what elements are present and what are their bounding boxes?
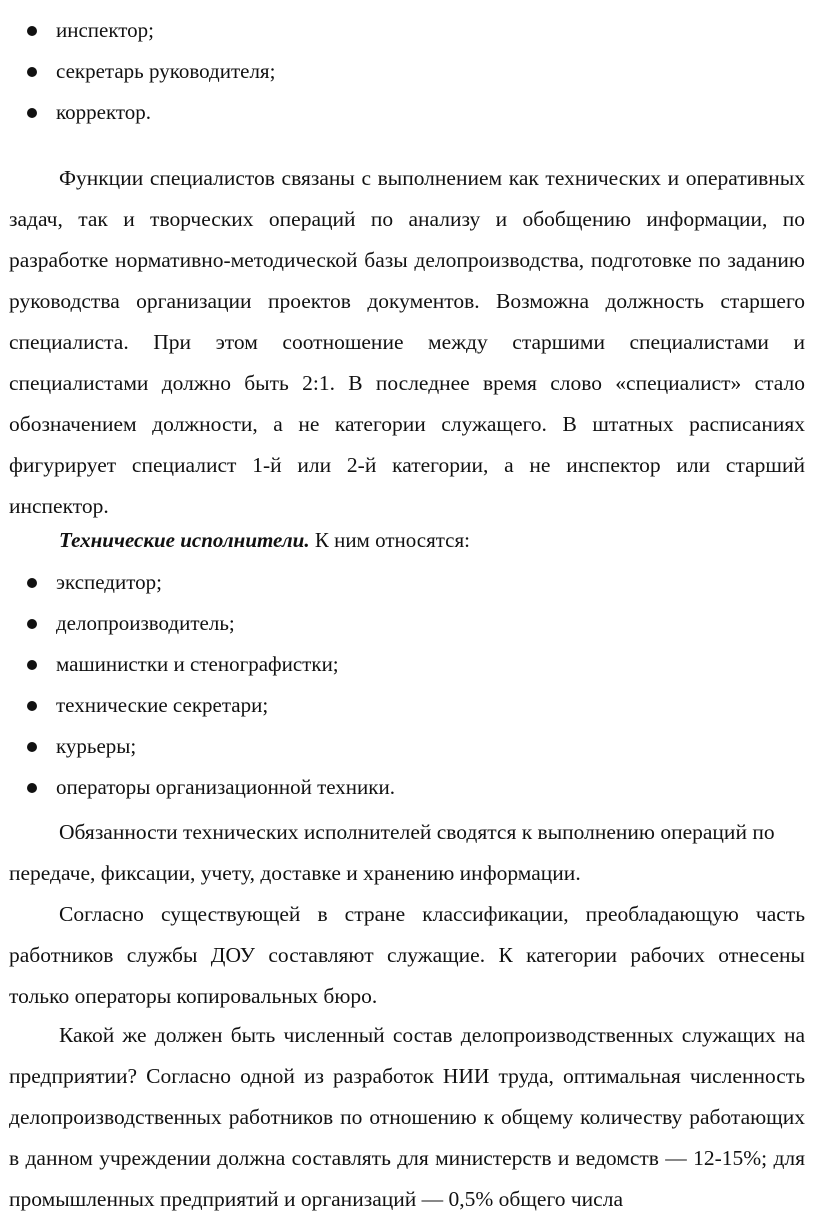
bullet-icon: [27, 783, 37, 793]
bullet-icon: [27, 108, 37, 118]
list-item-text: делопроизводитель;: [56, 611, 235, 635]
paragraph-specialists: Функции специалистов связаны с выполнением как технических и оперативных задач, так и творческих операций по анализу и обобщению информации, по разработке нормативно-методической базы делопроизводства, подготовке по заданию руководства организации проектов документов. Возможна должность старшего специалиста. При этом соотношение между старшими специалистами и специалистами должно быть 2:1. В последнее время слово «специалист» стало обозначением должности, а не категории служащего. В штатных расписаниях фигурирует специалист 1-й или 2-й категории, а не инспектор или старший инспектор.: [9, 166, 805, 518]
list-item: [0, 51, 816, 92]
list-item-text: секретарь руководителя;: [56, 59, 276, 83]
bullet-icon: [27, 701, 37, 711]
list-item-text: курьеры;: [56, 734, 137, 758]
list-item-text: инспектор;: [56, 18, 155, 42]
list-item: [0, 603, 816, 644]
bullet-icon: [27, 619, 37, 629]
list-item-text: машинистки и стенографистки;: [56, 652, 339, 676]
list-item: [0, 10, 816, 51]
paragraph-duties: Обязанности технических исполнителей сводятся к выполнению операций по передаче, фиксации, учету, доставке и хранению информации.: [9, 820, 775, 885]
list-item: [0, 92, 816, 133]
list-item: [0, 562, 816, 603]
paragraph-classification: Согласно существующей в стране классификации, преобладающую часть работников службы ДОУ составляют служащие. К категории рабочих отнесены только операторы копировальных бюро.: [9, 902, 805, 1008]
paragraph-staff-size: Какой же должен быть численный состав делопроизводственных служащих на предприятии? Согласно одной из разработок НИИ труда, оптимальная численность делопроизводственных работников по отношению к общему количеству работающих в данном учреждении должна составлять для министерств и ведомств — 12-15%; для промышленных предприятий и организаций — 0,5% общего числа: [9, 1023, 805, 1211]
technical-staff-list: [0, 562, 816, 808]
bullet-icon: [27, 26, 37, 36]
list-item-text: экспедитор;: [56, 570, 162, 594]
bullet-icon: [27, 742, 37, 752]
position-list-top: [0, 10, 816, 133]
list-item: [0, 767, 816, 808]
list-item-text: корректор.: [56, 100, 152, 124]
list-item-text: технические секретари;: [56, 693, 269, 717]
list-item: [0, 685, 816, 726]
heading-emphasis: Технические исполнители.: [59, 528, 310, 552]
bullet-icon: [27, 660, 37, 670]
list-item: [0, 644, 816, 685]
list-item: [0, 726, 816, 767]
heading-rest: К ним относятся:: [309, 528, 470, 552]
list-item-text: операторы организационной техники.: [56, 775, 395, 799]
section-heading-technical-staff: [59, 520, 470, 561]
bullet-icon: [27, 578, 37, 588]
bullet-icon: [27, 67, 37, 77]
